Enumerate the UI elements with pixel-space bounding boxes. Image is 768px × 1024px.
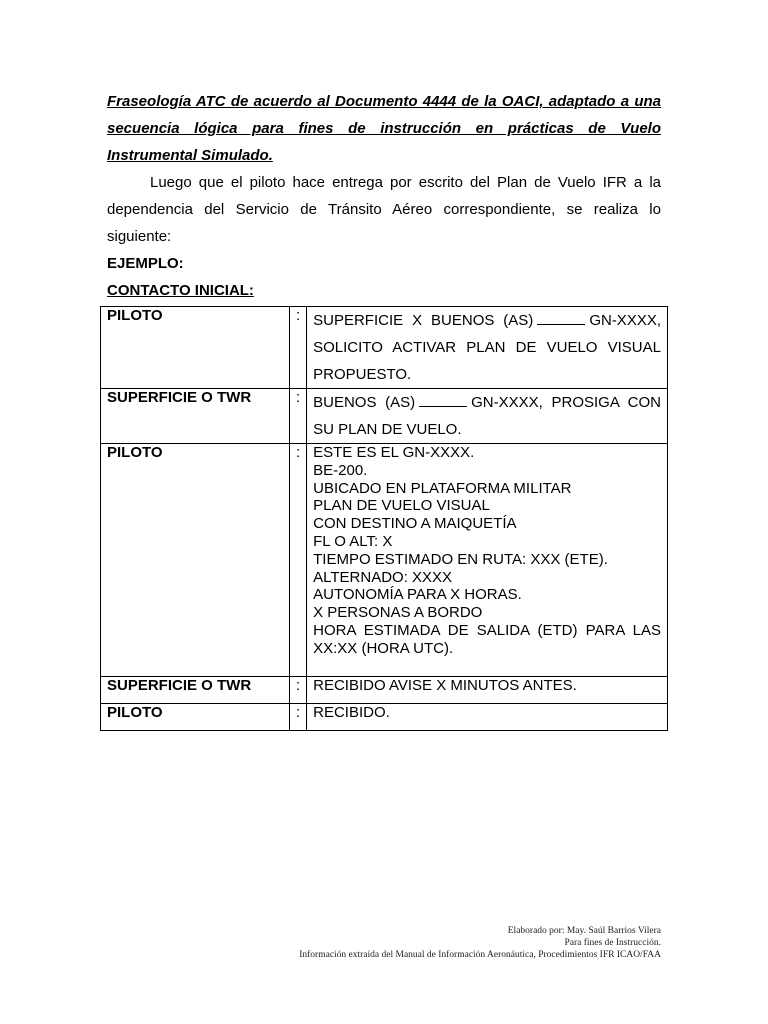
initial-contact-heading: CONTACTO INICIAL:: [107, 282, 254, 299]
message-text: GN-XXXX, PROSIGA CON SU PLAN DE VUELO.: [313, 394, 662, 438]
table-row: [101, 389, 668, 444]
message-text: GN-XXXX, SOLICITO ACTIVAR PLAN DE VUELO VISUAL PROPUESTO.: [313, 312, 661, 383]
separator-cell: :: [289, 389, 306, 444]
table-row: [101, 307, 668, 389]
message-line: BE-200.: [313, 461, 368, 479]
separator-cell: :: [289, 444, 306, 677]
document-title: Fraseología ATC de acuerdo al Documento 4444 de la OACI, adaptado a una secuencia lógica para fines de instrucción en prácticas de Vuelo Instrumental Simulado.: [107, 93, 661, 164]
example-heading: EJEMPLO:: [107, 255, 184, 272]
separator-cell: :: [289, 703, 306, 730]
speaker-cell: SUPERFICIE O TWR: [101, 676, 290, 703]
message-text: BUENOS (AS): [313, 394, 416, 411]
footer-author: Elaborado por: May. Saúl Barrios Vilera: [507, 926, 661, 936]
message-text: SUPERFICIE X BUENOS (AS): [313, 312, 534, 329]
speaker-cell: PILOTO: [101, 307, 290, 389]
speaker-cell: PILOTO: [101, 444, 290, 677]
message-line: HORA ESTIMADA DE SALIDA (ETD) PARA LAS XX:XX (HORA UTC).: [313, 621, 661, 657]
blank-line: [419, 395, 467, 407]
phraseology-table: [100, 306, 668, 731]
message-line: X PERSONAS A BORDO: [313, 604, 483, 622]
table-row: [101, 676, 668, 703]
message-line: FL O ALT: X: [313, 532, 393, 550]
message-line: CON DESTINO A MAIQUETÍA: [313, 515, 517, 533]
message-cell: RECIBIDO.: [307, 703, 668, 730]
message-cell: [307, 389, 668, 444]
message-cell: RECIBIDO AVISE X MINUTOS ANTES.: [307, 676, 668, 703]
table-row: [101, 703, 668, 730]
separator-cell: :: [289, 307, 306, 389]
footer-purpose: Para fines de Instrucción.: [564, 938, 661, 948]
separator-cell: :: [289, 676, 306, 703]
message-line: UBICADO EN PLATAFORMA MILITAR: [313, 479, 572, 497]
message-line: ALTERNADO: XXXX: [313, 568, 453, 586]
message-line: ESTE ES EL GN-XXXX.: [313, 444, 475, 461]
speaker-cell: SUPERFICIE O TWR: [101, 389, 290, 444]
message-line: TIEMPO ESTIMADO EN RUTA: XXX (ETE).: [313, 550, 608, 568]
footer-source: Información extraída del Manual de Información Aeronáutica, Procedimientos IFR ICAO/FAA: [299, 950, 661, 960]
message-line: AUTONOMÍA PARA X HORAS.: [313, 586, 522, 604]
message-line: PLAN DE VUELO VISUAL: [313, 497, 490, 515]
speaker-cell: PILOTO: [101, 703, 290, 730]
message-cell: [307, 307, 668, 389]
message-cell: [307, 444, 668, 677]
table-row: [101, 444, 668, 677]
page-footer: [299, 925, 661, 961]
intro-paragraph: Luego que el piloto hace entrega por escrito del Plan de Vuelo IFR a la dependencia del Servicio de Tránsito Aéreo correspondiente, se realiza lo siguiente:: [107, 174, 661, 245]
blank-line: [537, 313, 585, 325]
document-body: [107, 88, 661, 304]
